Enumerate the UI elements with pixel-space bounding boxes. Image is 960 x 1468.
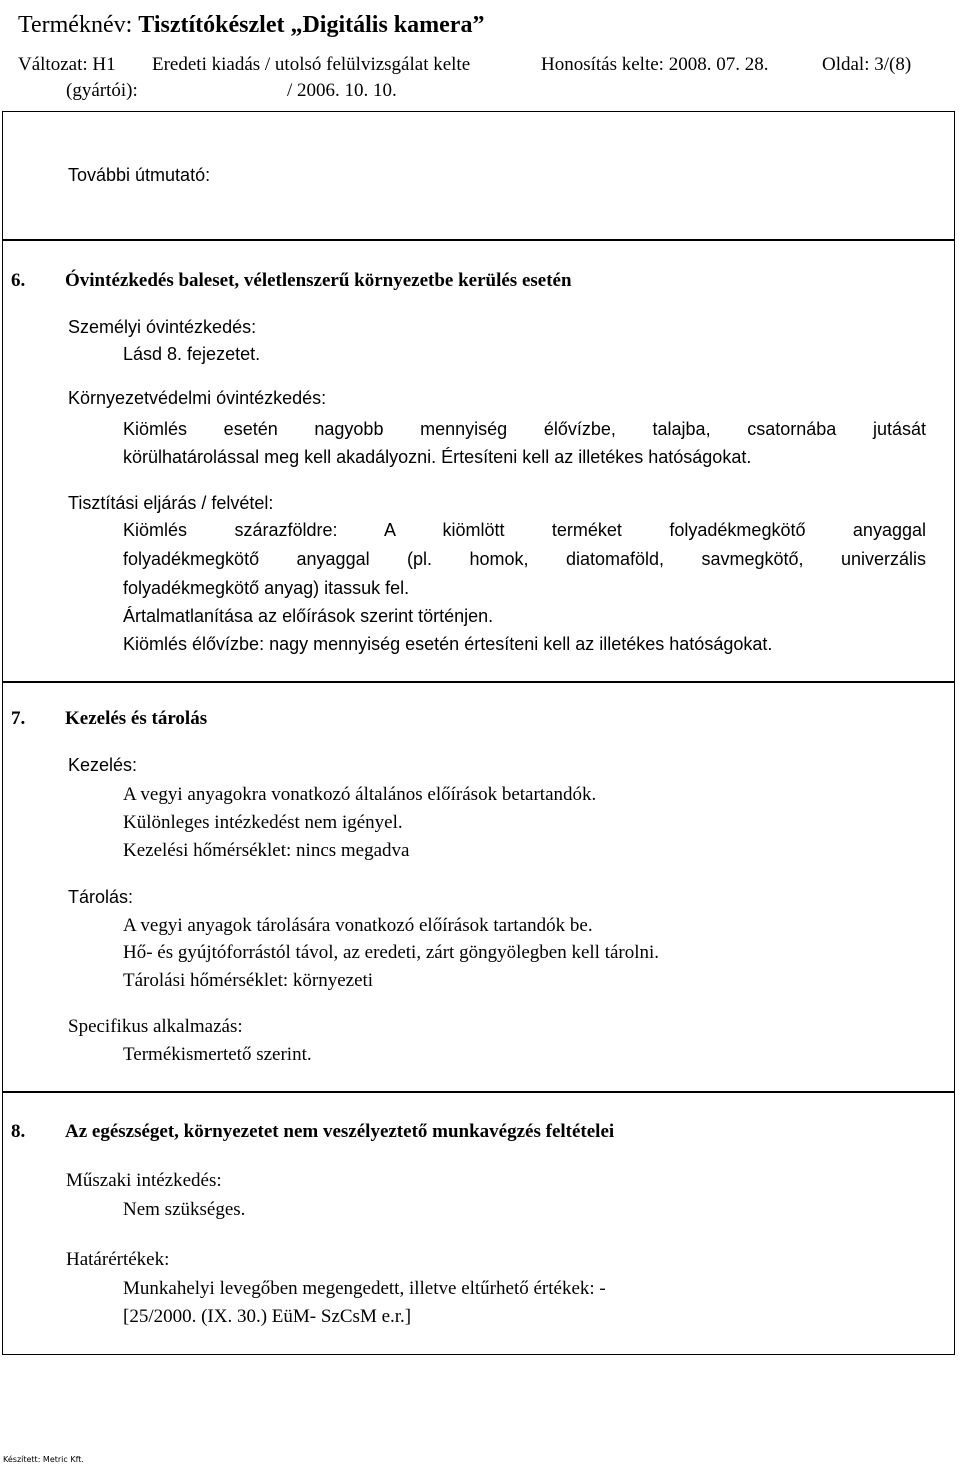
- further-guidance-label: További útmutató:: [68, 165, 211, 185]
- specific-use-label: Specifikus alkalmazás:: [68, 1016, 243, 1037]
- cleanup-label: Tisztítási eljárás / felvétel:: [68, 493, 274, 513]
- cleanup-line-2: folyadékmegkötő anyaggal (pl. homok, diatomaföld, savmegkötő, univerzális: [123, 549, 926, 569]
- translation-date: Honosítás kelte: 2008. 07. 28.: [541, 54, 769, 75]
- handling-line-3: Kezelési hőmérséklet: nincs megadva: [123, 840, 410, 861]
- limits-label: Határértékek:: [66, 1249, 170, 1270]
- handling-line-2: Különleges intézkedést nem igényel.: [123, 812, 403, 833]
- issue-date: / 2006. 10. 10.: [287, 80, 397, 101]
- storage-label: Tárolás:: [68, 887, 134, 907]
- limits-line-2: [25/2000. (IX. 30.) EüM- SzCsM e.r.]: [123, 1306, 412, 1327]
- version-label: Változat: H1: [18, 54, 116, 75]
- cleanup-line-4: Ártalmatlanítása az előírások szerint történjen.: [123, 606, 494, 626]
- personal-precaution-label: Személyi óvintézkedés:: [68, 317, 257, 337]
- section-6-number: 6.: [11, 270, 26, 291]
- issue-label: Eredeti kiadás / utolsó felülvizsgálat kelte: [152, 54, 471, 75]
- footer-credit: Készített: Metric Kft.: [3, 1455, 84, 1464]
- cleanup-line-5: Kiömlés élővízbe: nagy mennyiség esetén értesíteni kell az illetékes hatóságokat.: [123, 634, 773, 654]
- cleanup-line-3: folyadékmegkötő anyag) itassuk fel.: [123, 578, 410, 598]
- product-name: Tisztítókészlet „Digitális kamera”: [138, 12, 485, 38]
- handling-label: Kezelés:: [68, 755, 138, 775]
- specific-use-text: Termékismertető szerint.: [123, 1044, 312, 1065]
- cleanup-line-1: Kiömlés szárazföldre: A kiömlött terméket folyadékmegkötő anyaggal: [123, 520, 926, 540]
- section-8-number: 8.: [11, 1121, 26, 1142]
- limits-line-1: Munkahelyi levegőben megengedett, illetve eltűrhető értékek: -: [123, 1278, 606, 1299]
- technical-measures-text: Nem szükséges.: [123, 1199, 246, 1220]
- page-number: Oldal: 3/(8): [822, 54, 912, 75]
- storage-line-1: A vegyi anyagok tárolására vonatkozó előírások tartandók be.: [123, 915, 593, 936]
- personal-precaution-text: Lásd 8. fejezetet.: [123, 344, 261, 364]
- storage-line-2: Hő- és gyújtóforrástól távol, az eredeti, zárt göngyölegben kell tárolni.: [123, 942, 660, 963]
- section-6-title: Óvintézkedés baleset, véletlenszerű környezetbe kerülés esetén: [65, 270, 572, 291]
- product-label: Terméknév:: [18, 12, 133, 38]
- environmental-line-2: körülhatárolással meg kell akadályozni. Értesíteni kell az illetékes hatóságokat.: [123, 447, 752, 467]
- handling-line-1: A vegyi anyagokra vonatkozó általános előírások betartandók.: [123, 784, 597, 805]
- storage-line-3: Tárolási hőmérséklet: környezeti: [123, 970, 374, 991]
- section-8-title: Az egészséget, környezetet nem veszélyeztető munkavégzés feltételei: [65, 1121, 615, 1142]
- section-7-number: 7.: [11, 708, 26, 729]
- environmental-precaution-label: Környezetvédelmi óvintézkedés:: [68, 388, 327, 408]
- product-title: [18, 12, 484, 39]
- issue-label-cont: (gyártói):: [66, 80, 138, 101]
- environmental-line-1: Kiömlés esetén nagyobb mennyiség élővízbe, talajba, csatornába jutását: [123, 419, 926, 439]
- section-7-title: Kezelés és tárolás: [65, 708, 208, 729]
- technical-measures-label: Műszaki intézkedés:: [66, 1170, 222, 1191]
